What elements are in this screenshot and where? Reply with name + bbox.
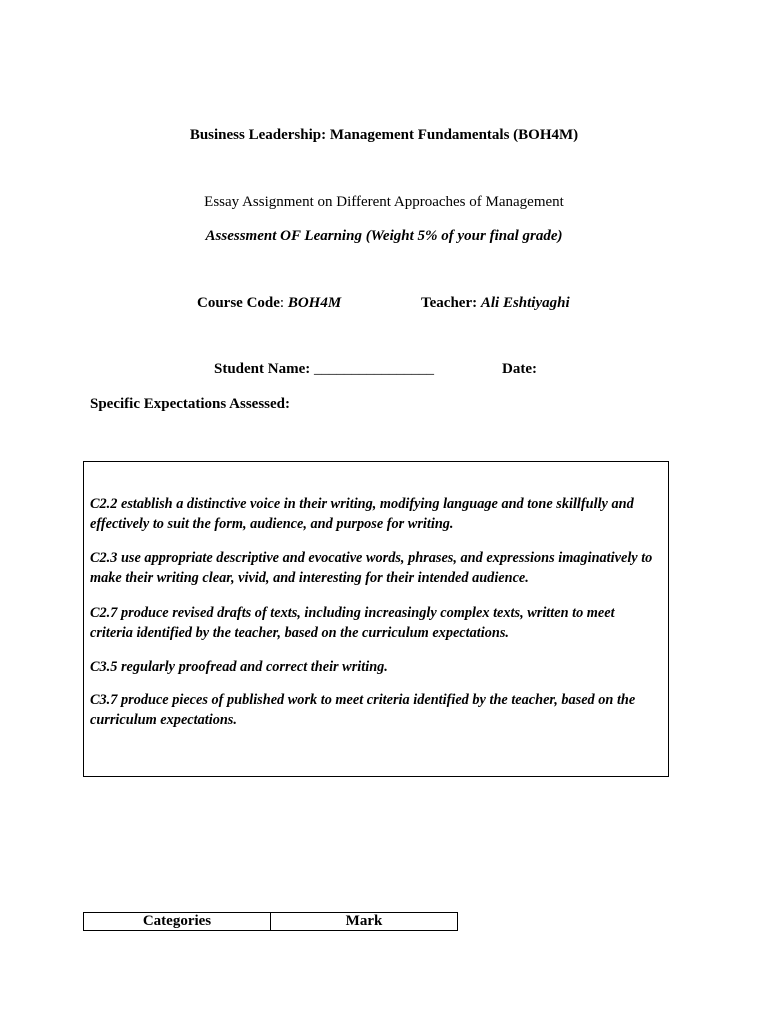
table-header-row — [84, 913, 458, 931]
student-name-label: Student Name: — [214, 361, 311, 377]
expectation-item: C3.5 regularly proofread and correct their writing. — [90, 659, 388, 675]
categories-header: Categories — [84, 913, 271, 931]
teacher-value: Ali Eshtiyaghi — [480, 295, 570, 311]
teacher-label: Teacher: — [421, 295, 478, 311]
expectations-heading: Specific Expectations Assessed: — [90, 396, 290, 412]
student-name-line — [214, 361, 434, 378]
assessment-weight: Assessment OF Learning (Weight 5% of your final grade) — [205, 228, 563, 244]
expectation-item: C2.3 use appropriate descriptive and evocative words, phrases, and expressions imaginatively to make their writing clear, vivid, and interesting for their intended audience. — [90, 550, 653, 586]
course-code-line — [197, 295, 341, 312]
marks-table — [83, 912, 458, 931]
date-label: Date: — [502, 361, 537, 377]
course-code-value: BOH4M — [287, 295, 342, 311]
expectation-item: C3.7 produce pieces of published work to meet criteria identified by the teacher, based on the curriculum expectations. — [90, 692, 636, 728]
expectation-item: C2.7 produce revised drafts of texts, including increasingly complex texts, written to meet criteria identified by the teacher, based on the curriculum expectations. — [90, 605, 615, 641]
student-name-blank: ________________ — [314, 361, 434, 377]
course-code-colon: : — [279, 295, 288, 311]
teacher-line — [421, 295, 570, 312]
document-title: Business Leadership: Management Fundamentals (BOH4M) — [189, 127, 579, 143]
expectations-box — [83, 461, 669, 777]
expectation-item: C2.2 establish a distinctive voice in their writing, modifying language and tone skillfully and effectively to suit the form, audience, and purpose for writing. — [90, 496, 634, 532]
assignment-subtitle: Essay Assignment on Different Approaches of Management — [204, 194, 564, 210]
mark-header: Mark — [271, 913, 458, 931]
course-code-label: Course Code — [197, 295, 280, 311]
